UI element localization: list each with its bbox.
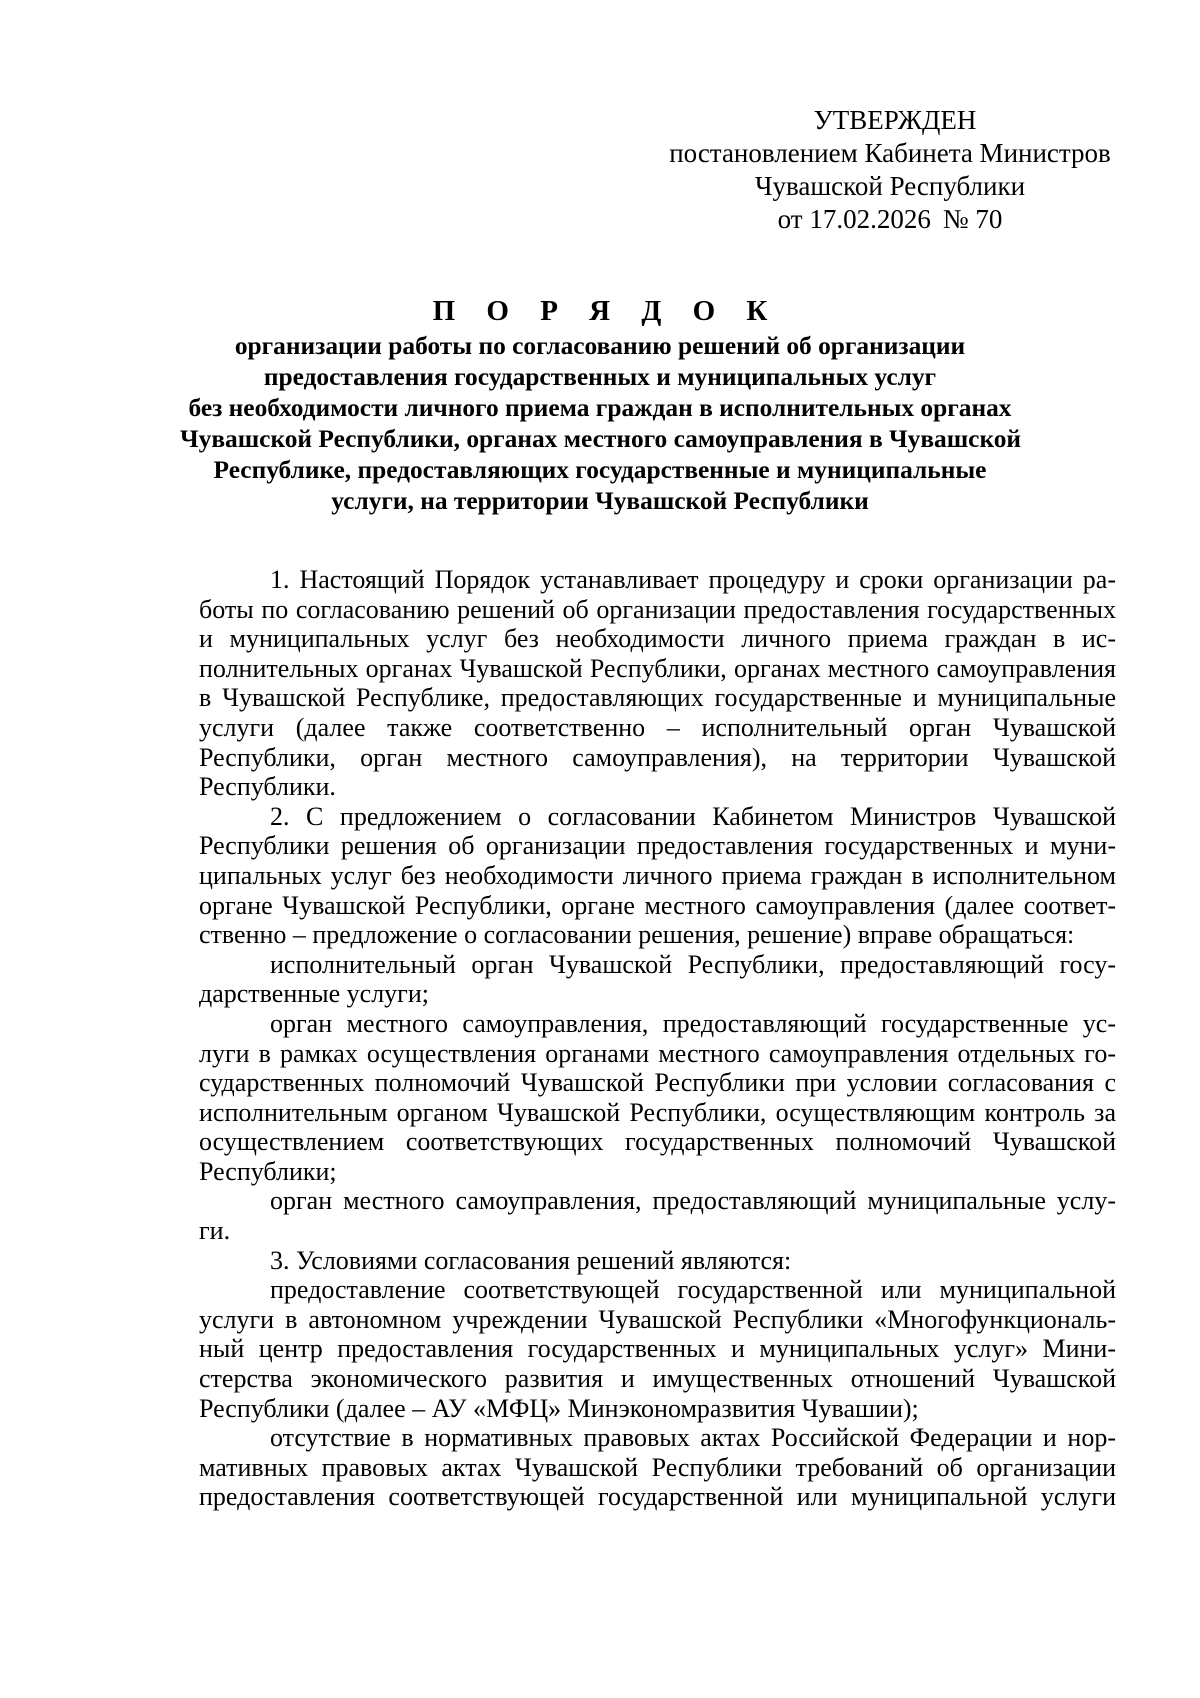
- paragraph-2-item-local-government-state: орган местного самоуправления, предоставляющий государственные услуги в рамках осуществления органами местного самоуправления отдельных государственных полномочий Чувашской Республики при условии согласования с исполнительным органом Чувашской Республики, осуществляющим контроль за осуществлением соответствующих государственных полномочий Чувашской Республики;: [199, 1008, 1116, 1186]
- paragraph-3-item-mfc: предоставление соответствующей государственной или муниципальной услуги в автономном учреждении Чувашской Республики «Многофункциональный центр предоставления государственных и муниципальных услуг» Министерства экономического развития и имущественных отношений Чувашской Республики (далее – АУ «МФЦ» Минэкономразвития Чувашии);: [199, 1275, 1116, 1423]
- approval-stamp: [660, 104, 1120, 236]
- approval-date-line: [660, 203, 1120, 236]
- document-title-main: П О Р Я Д О К: [432, 295, 780, 327]
- document-title: [180, 293, 1020, 517]
- approval-number: № 70: [942, 204, 1003, 234]
- approval-republic-line: Чувашской Республики: [754, 171, 1026, 201]
- title-line: предоставления государственных и муниципальных услуг: [263, 363, 937, 391]
- approval-date: от 17.02.2026: [777, 204, 931, 234]
- title-line: Республике, предоставляющих государственные и муниципальные: [213, 456, 987, 484]
- title-line: услуги, на территории Чувашской Республики: [331, 487, 869, 515]
- title-line: без необходимости личного приема граждан в исполнительных органах: [188, 394, 1012, 422]
- title-line: Чувашской Республики, органах местного самоуправления в Чувашской: [180, 425, 1022, 453]
- approval-title: УТВЕРЖДЕН: [813, 105, 977, 135]
- document-title-subtitle: [180, 331, 1020, 517]
- paragraph-3: 3. Условиями согласования решений являются:: [270, 1245, 792, 1275]
- paragraph-2-item-executive-body: исполнительный орган Чувашской Республики, предоставляющий государственные услуги;: [199, 949, 1116, 1009]
- paragraph-3-item-no-requirements: отсутствие в нормативных правовых актах Российской Федерации и нормативных правовых актах Чувашской Республики требований об организации предоставления соответствующей государственной или муниципальной услуги: [199, 1423, 1116, 1512]
- document-body: [199, 565, 1116, 1512]
- title-line: организации работы по согласованию решений об организации: [234, 332, 966, 360]
- approval-decree-line: постановлением Кабинета Министров: [669, 138, 1111, 168]
- paragraph-2: 2. С предложением о согласовании Кабинетом Министров Чувашской Республики решения об организации предоставления государственных и муниципальных услуг без необходимости личного приема граждан в исполнительном органе Чувашской Республики, органе местного самоуправления (далее соответственно – предложение о согласовании решения, решение) вправе обращаться:: [199, 801, 1116, 950]
- paragraph-1: 1. Настоящий Порядок устанавливает процедуру и сроки организации работы по согласованию решений об организации предоставления государственных и муниципальных услуг без необходимости личного приема граждан в исполнительных органах Чувашской Республики, органах местного самоуправления в Чувашской Республике, предоставляющих государственные и муниципальные услуги (далее также соответственно – исполнительный орган Чувашской Республики, орган местного самоуправления), на территории Чувашской Республики.: [199, 565, 1116, 802]
- paragraph-2-item-local-government-municipal: орган местного самоуправления, предоставляющий муниципальные услуги.: [199, 1186, 1116, 1246]
